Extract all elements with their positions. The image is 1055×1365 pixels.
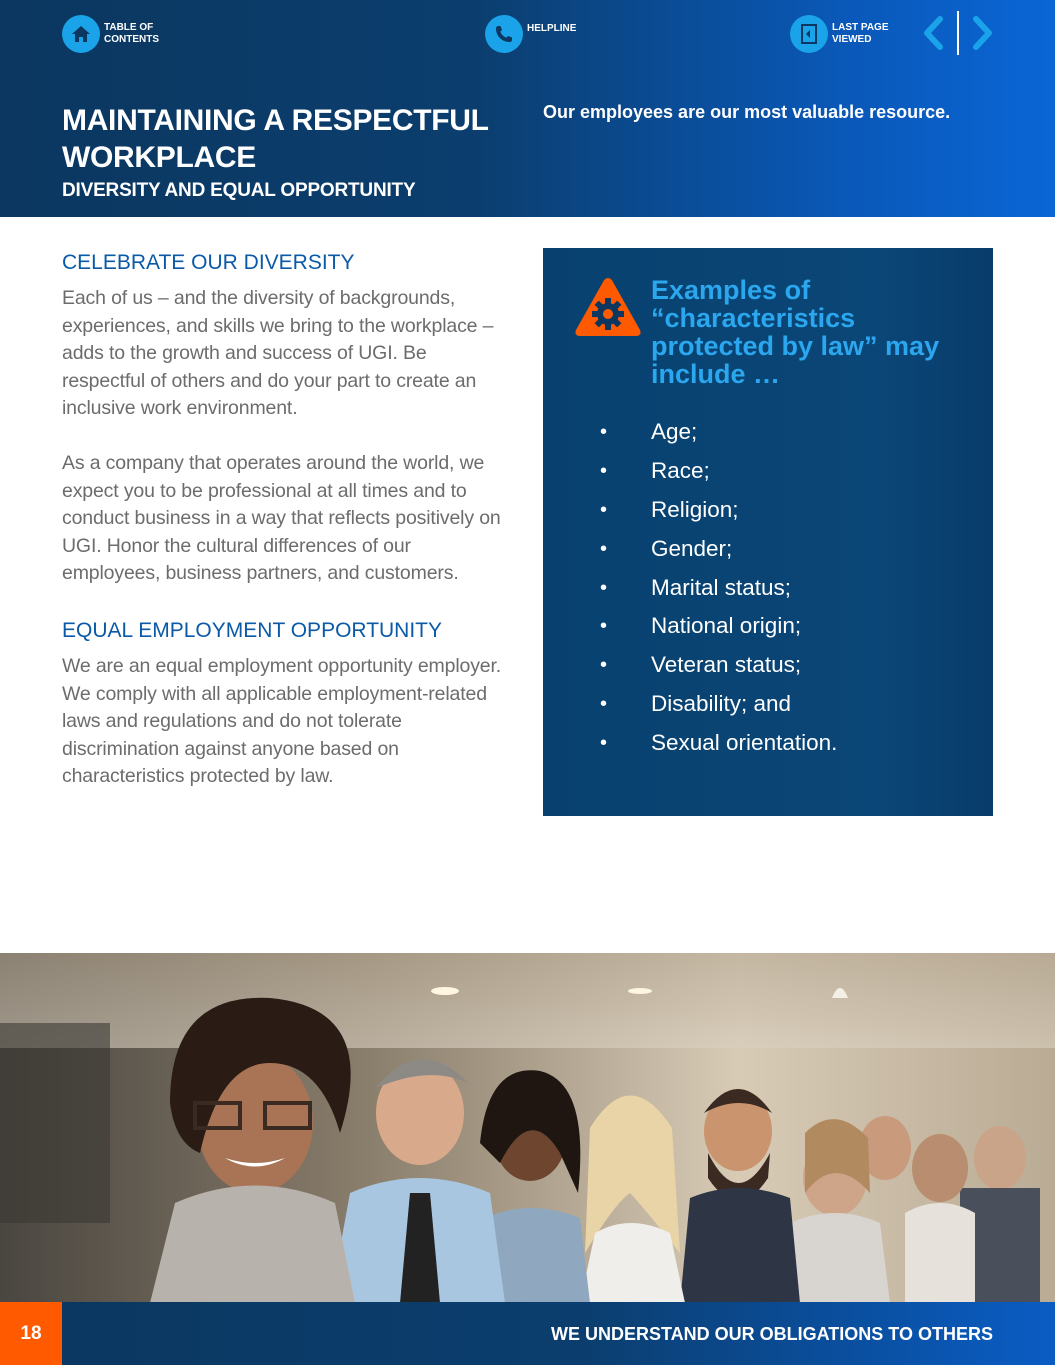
page-title: MAINTAINING A RESPECTFUL WORKPLACE (62, 104, 489, 174)
page-number: 18 (0, 1302, 62, 1365)
home-icon (62, 15, 100, 53)
equal-opportunity-paragraph: We are an equal employment opportunity employer. We comply with all applicable employment-related laws and regulations and do not tolerate discrimination against anyone based on characteristics protected by law. (62, 654, 502, 788)
chevron-left-icon[interactable] (920, 15, 946, 56)
page-subtitle: DIVERSITY AND EQUAL OPPORTUNITY (62, 180, 416, 201)
main-content (62, 249, 514, 791)
footer-title: WE UNDERSTAND OUR OBLIGATIONS TO OTHERS (550, 1324, 993, 1344)
helpline-link[interactable] (485, 15, 593, 53)
nav-divider (957, 11, 959, 55)
phone-icon (485, 15, 523, 53)
team-photo (0, 953, 1055, 1303)
table-of-contents-link[interactable] (62, 15, 170, 53)
helpline-label: HELPLINE (527, 23, 577, 34)
diversity-paragraph-1: Each of us – and the diversity of backgrounds, experiences, and skills we bring to the workplace – adds to the growth and success of UGI. Be respectful of others and do your part to create an inclusive work environment. (62, 287, 494, 420)
equal-opportunity-heading: EQUAL EMPLOYMENT OPPORTUNITY (62, 618, 443, 642)
equal-opportunity-section (62, 617, 514, 791)
chevron-right-icon[interactable] (970, 15, 996, 56)
tagline: Our employees are our most valuable resource. (543, 102, 951, 122)
page-footer (0, 1302, 1055, 1365)
last-page-viewed-link[interactable] (790, 15, 898, 53)
diversity-heading: CELEBRATE OUR DIVERSITY (62, 251, 355, 274)
toc-label: TABLE OF CONTENTS (104, 22, 159, 45)
page-header (0, 0, 1055, 217)
protected-characteristics-callout: Examples of “characteristics protected by law” may include … • Age; • Race; • Religion; • Gender; • Marital status; • National origin; • Veteran status; • Disability; and • Sexual orientation. (543, 248, 993, 816)
last-page-label: LAST PAGE VIEWED (832, 22, 889, 45)
last-page-icon (790, 15, 828, 53)
warning-gear-icon (573, 276, 643, 343)
diversity-paragraph-2: As a company that operates around the world, we expect you to be professional at all times and to conduct business in a way that reflects positively on UGI. Honor the cultural differences of our employees, business partners, and customers. (62, 451, 501, 585)
callout-heading: Examples of “characteristics protected by law” may include … (651, 275, 940, 389)
